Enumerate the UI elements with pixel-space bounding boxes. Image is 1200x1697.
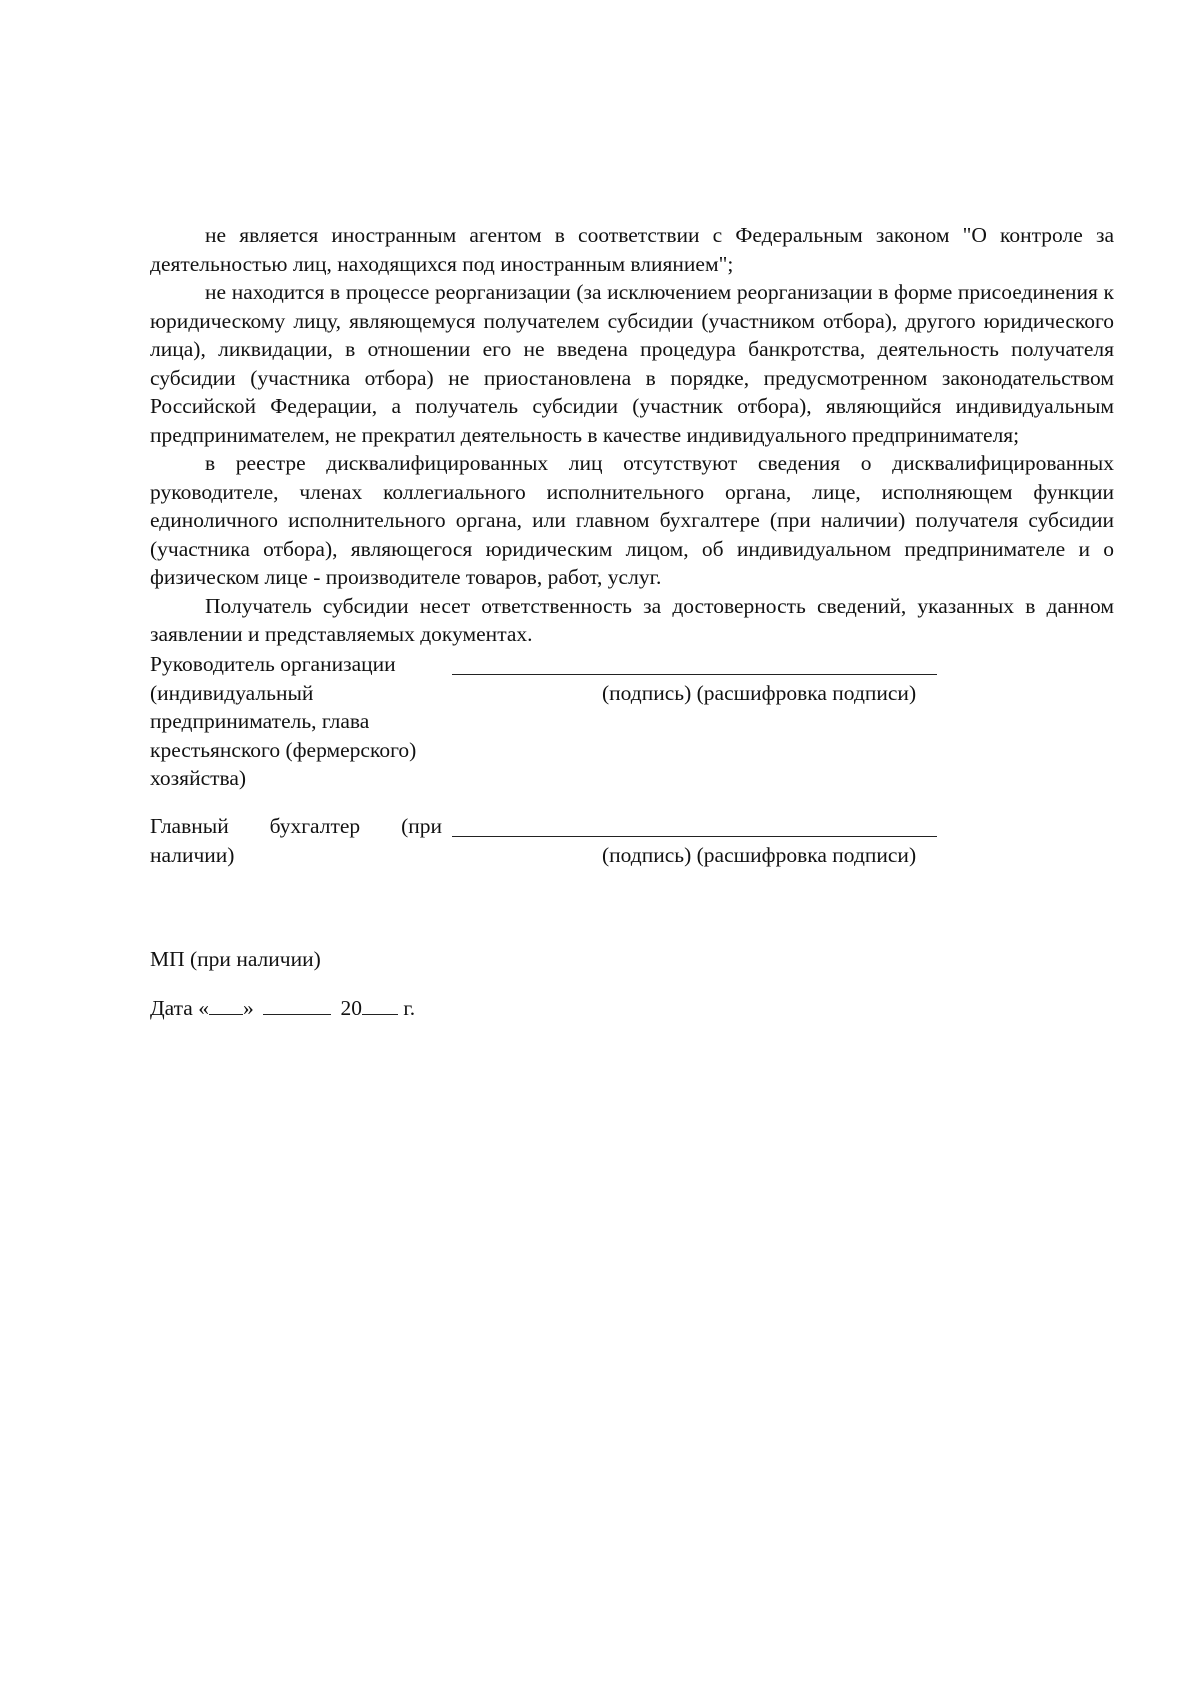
head-signature-caption: (подпись) (расшифровка подписи) [602,681,917,705]
paragraph-foreign-agent: не является иностранным агентом в соответствии с Федеральным законом "О контроле за деятельностью лиц, находящихся под иностранным влиянием"; [150,223,1114,276]
document-body [150,221,1114,649]
date-close-quote: » [242,996,254,1020]
accountant-signature-label: Главный бухгалтер (при наличии) [150,814,442,867]
accountant-signature-line[interactable] [452,836,937,837]
paragraph-responsibility: Получатель субсидии несет ответственность за достоверность сведений, указанных в данном заявлении и представляемых документах. [150,593,1114,646]
date-year-blank[interactable] [362,995,398,1015]
accountant-signature-caption: (подпись) (расшифровка подписи) [602,843,917,867]
date-day-blank[interactable] [209,995,243,1015]
paragraph-reorganization: не находится в процессе реорганизации (за исключением реорганизации в форме присоединения к юридическому лицу, являющемуся получателем субсидии (участником отбора), другого юридического лица), ликвидации, в отношении его не введена процедура банкротства, деятельность получателя субсидии (участника отбора) не приостановлена в порядке, предусмотренном законодательством Российской Федерации, а получатель субсидии (участник отбора), являющийся индивидуальным предпринимателем, не прекратил деятельность в качестве индивидуального предпринимателя; [150,280,1114,447]
paragraph-disqualified-registry: в реестре дисквалифицированных лиц отсутствуют сведения о дисквалифицированных руководителе, членах коллегиального исполнительного органа, лице, исполняющем функции единоличного исполнительного органа, или главном бухгалтере (при наличии) получателя субсидии (участника отбора), являющегося юридическим лицом, об индивидуальном предпринимателе и о физическом лице - производителе товаров, работ, услуг. [150,451,1114,589]
date-label: Дата [150,996,193,1020]
date-open-quote: « [198,996,209,1020]
date-month-blank[interactable] [263,995,331,1015]
head-signature-label: Руководитель организации (индивидуальный предприниматель, глава крестьянского (фермерского) хозяйства) [150,652,417,790]
date-suffix: г. [403,996,416,1020]
head-signature-line[interactable] [452,674,937,675]
accountant-signature-block [150,812,970,872]
head-signature-block [150,650,970,790]
date-year-prefix: 20 [340,996,362,1020]
date-line [150,994,415,1023]
stamp-label: МП (при наличии) [150,947,321,971]
